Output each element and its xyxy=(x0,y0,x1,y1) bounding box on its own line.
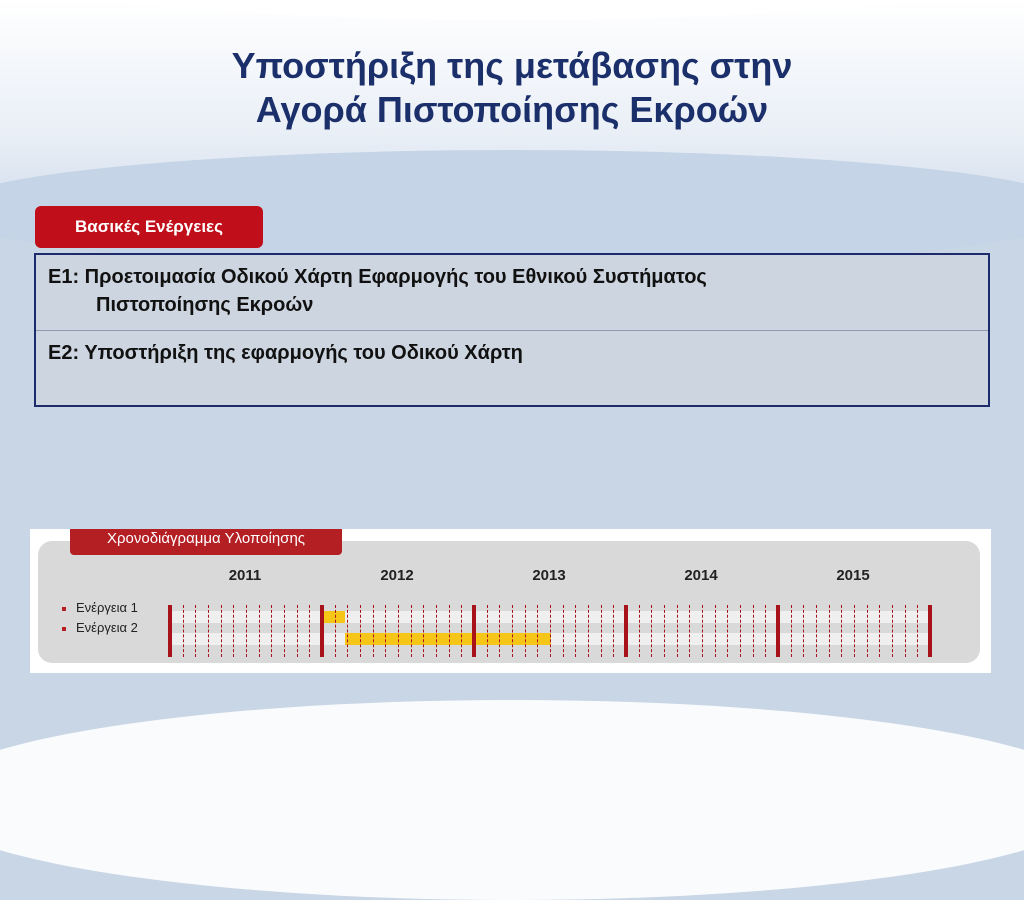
year-label: 2012 xyxy=(380,567,414,584)
month-divider xyxy=(411,605,412,657)
month-divider xyxy=(221,605,222,657)
month-divider xyxy=(347,605,348,657)
year-label: 2011 xyxy=(228,567,262,584)
month-divider xyxy=(639,605,640,657)
slide-title-line1: Υποστήριξη της μετάβασης στην xyxy=(231,45,793,86)
month-divider xyxy=(373,605,374,657)
month-divider xyxy=(740,605,741,657)
year-divider xyxy=(472,605,476,657)
month-divider xyxy=(271,605,272,657)
month-divider xyxy=(208,605,209,657)
month-divider xyxy=(259,605,260,657)
year-divider xyxy=(320,605,324,657)
month-divider xyxy=(385,605,386,657)
month-divider xyxy=(651,605,652,657)
month-divider xyxy=(601,605,602,657)
action-e1-line1: Ε1: Προετοιμασία Οδικού Χάρτη Εφαρμογής του Εθνικού Συστήματος xyxy=(48,266,707,288)
month-divider xyxy=(360,605,361,657)
month-divider xyxy=(791,605,792,657)
month-divider xyxy=(398,605,399,657)
slide-title-line2: Αγορά Πιστοποίησης Εκροών xyxy=(255,89,769,130)
year-divider xyxy=(928,605,932,657)
legend-action-2: Ενέργεια 2 xyxy=(62,620,138,635)
month-divider xyxy=(727,605,728,657)
month-divider xyxy=(917,605,918,657)
month-divider xyxy=(613,605,614,657)
month-divider xyxy=(816,605,817,657)
year-divider xyxy=(168,605,172,657)
month-divider xyxy=(487,605,488,657)
month-divider xyxy=(664,605,665,657)
actions-table xyxy=(34,253,990,407)
action-e1-line2: Πιστοποίησης Εκροών xyxy=(96,294,314,316)
month-divider xyxy=(715,605,716,657)
month-divider xyxy=(854,605,855,657)
bullet-icon xyxy=(62,627,66,631)
year-divider xyxy=(776,605,780,657)
timeline-image xyxy=(30,529,991,673)
month-divider xyxy=(550,605,551,657)
action-row-e1 xyxy=(36,255,988,331)
month-divider xyxy=(246,605,247,657)
slide-footer-curve xyxy=(0,700,1024,900)
month-divider xyxy=(867,605,868,657)
month-divider xyxy=(702,605,703,657)
month-divider xyxy=(183,605,184,657)
month-divider xyxy=(677,605,678,657)
month-divider xyxy=(195,605,196,657)
month-divider xyxy=(449,605,450,657)
timeline-tab: Χρονοδιάγραμμα Υλοποίησης xyxy=(70,529,342,555)
year-label: 2014 xyxy=(684,567,718,584)
year-divider xyxy=(624,605,628,657)
month-divider xyxy=(905,605,906,657)
legend-action-1: Ενέργεια 1 xyxy=(62,600,138,615)
month-divider xyxy=(537,605,538,657)
month-divider xyxy=(575,605,576,657)
month-divider xyxy=(892,605,893,657)
month-divider xyxy=(423,605,424,657)
month-divider xyxy=(335,605,336,657)
action-row-e2 xyxy=(36,331,988,405)
slide-title xyxy=(0,44,1024,132)
month-divider xyxy=(689,605,690,657)
month-divider xyxy=(753,605,754,657)
month-divider xyxy=(461,605,462,657)
actions-tab: Βασικές Ενέργειες xyxy=(35,206,263,248)
year-label: 2013 xyxy=(532,567,566,584)
month-divider xyxy=(309,605,310,657)
bullet-icon xyxy=(62,607,66,611)
month-divider xyxy=(499,605,500,657)
month-divider xyxy=(512,605,513,657)
year-label: 2015 xyxy=(836,567,870,584)
month-divider xyxy=(803,605,804,657)
month-divider xyxy=(879,605,880,657)
month-divider xyxy=(765,605,766,657)
month-divider xyxy=(841,605,842,657)
month-divider xyxy=(284,605,285,657)
timeline-grid xyxy=(168,605,932,657)
month-divider xyxy=(297,605,298,657)
month-divider xyxy=(436,605,437,657)
timeline-panel xyxy=(38,541,980,663)
month-divider xyxy=(563,605,564,657)
month-divider xyxy=(829,605,830,657)
month-divider xyxy=(233,605,234,657)
month-divider xyxy=(525,605,526,657)
action-e2-line1: Ε2: Υποστήριξη της εφαρμογής του Οδικού Χάρτη xyxy=(48,342,523,364)
month-divider xyxy=(588,605,589,657)
